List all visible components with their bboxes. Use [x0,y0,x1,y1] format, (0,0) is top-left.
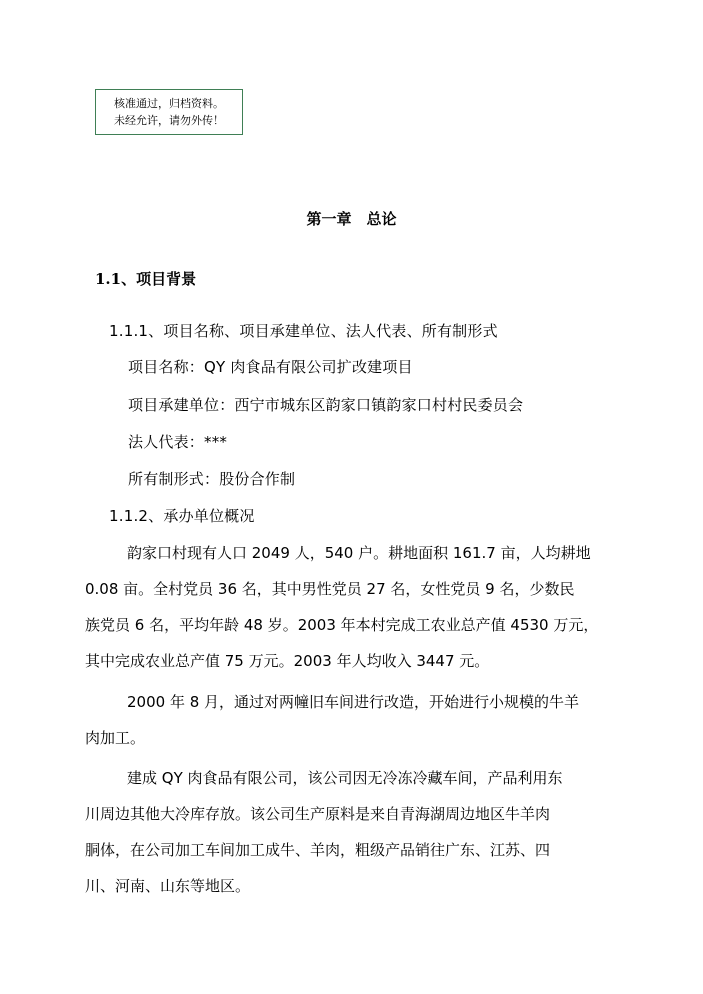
paragraph-line: 2000 年 8 月，通过对两幢旧车间进行改造，开始进行小规模的牛羊 [127,693,580,711]
approval-stamp [95,89,243,135]
paragraph-renovation [85,684,625,756]
paragraph-company [85,760,625,904]
paragraph-line: 川、河南、山东等地区。 [85,877,251,895]
paragraph-line: 胴体，在公司加工车间加工成牛、羊肉，粗级产品销往广东、江苏、四 [85,841,551,859]
paragraph-line: 肉加工。 [85,729,146,747]
paragraph-line: 韵家口村现有人口 2049 人，540 户。耕地面积 161.7 亩，人均耕地 [127,544,591,562]
paragraph-line: 族党员 6 名，平均年龄 48 岁。2003 年本村完成工农业总产值 4530 万元， [85,616,599,634]
stamp-line-2: 未经允许，请勿外传！ [114,114,224,127]
paragraph-line: 0.08 亩。全村党员 36 名，其中男性党员 27 名，女性党员 9 名，少数民 [85,580,575,598]
paragraph-line: 川周边其他大冷库存放。该公司生产原料是来自青海湖周边地区牛羊肉 [85,805,551,823]
contractor-line: 项目承建单位：西宁市城东区韵家口镇韵家口村村民委员会 [128,396,524,414]
subsection-heading-1-1-1: 1.1.1、项目名称、项目承建单位、法人代表、所有制形式 [109,322,498,340]
stamp-line-1: 核准通过，归档资料。 [114,97,224,110]
paragraph-line: 其中完成农业总产值 75 万元。2003 年人均收入 3447 元。 [85,652,490,670]
project-name-line: 项目名称：QY 肉食品有限公司扩改建项目 [128,358,413,376]
ownership-line: 所有制形式：股份合作制 [128,470,296,488]
paragraph-line: 建成 QY 肉食品有限公司，该公司因无冷冻冷藏车间，产品利用东 [127,769,563,787]
subsection-heading-1-1-2: 1.1.2、承办单位概况 [109,507,255,525]
legal-representative-line: 法人代表：*** [128,433,228,451]
paragraph-village-overview [85,535,625,679]
section-title: 1.1、项目背景 [95,270,197,288]
chapter-title: 第一章 总论 [306,210,397,228]
